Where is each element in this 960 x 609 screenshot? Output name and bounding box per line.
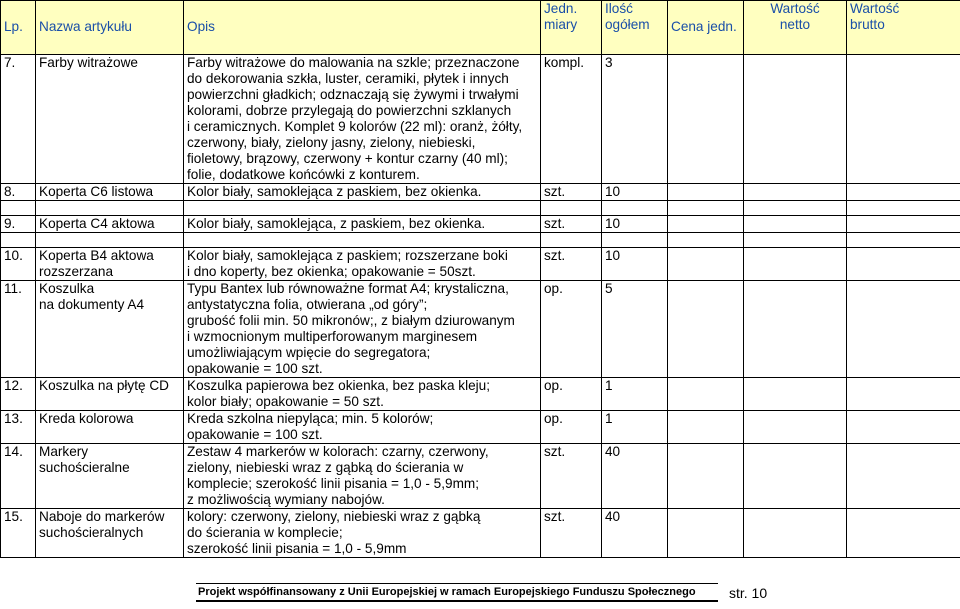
row-desc [184,248,541,281]
header-unit: Jedn. miary [541,1,602,55]
row-unit-price [668,281,744,378]
row-qty-value: 5 [605,281,613,296]
row-desc-line: komplecie; szerokość linii pisania = 1,0 - 5,9mm; [187,476,480,491]
row-qty-value: 1 [605,411,613,426]
row-desc-line: kolor biały; opakowanie = 50 szt. [187,394,384,409]
row-lp [1,509,36,558]
header-gross: Wartość brutto [847,1,960,55]
header-lp: Lp. [1,1,36,55]
spacer-cell [184,233,541,248]
row-name [36,509,184,558]
row-desc-line: kolory: czerwony, zielony, niebieski wraz z gąbką [187,509,481,524]
row-gross [847,444,960,509]
row-desc-line: fioletowy, brązowy, czerwony + kontur czarny (40 ml); [187,151,508,166]
row-qty [602,184,668,201]
row-qty-value: 10 [605,184,621,199]
row-net [744,444,847,509]
row-lp-value: 8. [4,184,16,199]
row-qty [602,509,668,558]
row-name [36,378,184,411]
row-desc-line: i wzmocnionym multiperforowanym marginesem [187,329,478,344]
spacer-cell [36,201,184,216]
row-lp [1,184,36,201]
row-desc [184,55,541,184]
row-name-line: Markery [39,444,89,459]
row-name-line: Naboje do markerów [39,509,165,524]
row-unit-value: op. [544,378,563,393]
row-desc-line: powierzchni gładkich; odznaczają się żywymi i trwałymi [187,87,519,102]
row-qty [602,378,668,411]
row-net [744,509,847,558]
row-desc-line: Kolor biały, samoklejąca z paskiem; rozszerzane boki [187,248,508,263]
header-unit-price: Cena jedn. [668,1,744,55]
row-desc-line: zielony, niebieski wraz z gąbką do ścierania w [187,460,464,475]
row-desc-line: folie, dodatkowe końcówki z konturem. [187,167,420,182]
spacer-cell [541,233,602,248]
row-unit-price [668,55,744,184]
row-desc-line: Typu Bantex lub równoważne format A4; krystaliczna, [187,281,509,296]
row-name-line: Koszulka [39,281,95,296]
row-desc [184,216,541,233]
spacer-row [1,233,960,248]
row-qty-value: 3 [605,55,613,70]
row-lp-value: 12. [4,378,23,393]
row-desc [184,509,541,558]
row-desc-line: grubość folii min. 50 mikronów;, z białym dziurowanym [187,313,515,328]
row-desc [184,411,541,444]
row-desc [184,281,541,378]
row-unit [541,248,602,281]
row-lp [1,411,36,444]
row-unit [541,411,602,444]
row-net [744,55,847,184]
row-qty [602,216,668,233]
header-net: Wartość netto [744,1,847,55]
row-unit-price [668,509,744,558]
row-qty-value: 40 [605,444,621,459]
row-unit-value: szt. [544,444,566,459]
row-lp-value: 13. [4,411,23,426]
row-lp [1,281,36,378]
row-desc-line: kolorami, dobrze przylegają do powierzchni szklanych [187,103,512,118]
row-desc-line: umożliwiającym wpięcie do segregatora; [187,345,431,360]
row-desc-line: opakowanie = 100 szt. [187,427,323,442]
row-name [36,411,184,444]
row-unit-price [668,444,744,509]
header-desc: Opis [184,1,541,55]
row-desc-line: do dekorowania szkła, luster, ceramiki, płytek i innych [187,71,509,86]
row-unit-value: kompl. [544,55,585,70]
row-gross [847,184,960,201]
row-net [744,411,847,444]
row-name [36,55,184,184]
spacer-cell [36,233,184,248]
table-row [1,55,960,184]
spacer-cell [668,201,744,216]
row-net [744,184,847,201]
row-name-line: Koszulka na płytę CD [39,378,169,393]
row-unit [541,378,602,411]
row-unit-price [668,248,744,281]
row-name-line: Koperta B4 aktowa [39,248,154,263]
row-desc-line: z możliwością wymiany nabojów. [187,492,385,507]
row-net [744,378,847,411]
row-unit-price [668,411,744,444]
row-desc [184,378,541,411]
row-desc-line: Farby witrażowe do malowania na szkle; przeznaczone [187,55,520,70]
row-qty-value: 10 [605,248,621,263]
row-name [36,444,184,509]
row-name-line: suchościeralne [39,460,130,475]
table-row [1,281,960,378]
table-header-row [1,1,960,55]
row-lp-value: 14. [4,444,23,459]
row-qty [602,55,668,184]
row-unit [541,184,602,201]
row-desc-line: szerokość linii pisania = 1,0 - 5,9mm [187,541,407,556]
row-qty-value: 10 [605,216,621,231]
spacer-cell [847,233,960,248]
spacer-cell [602,201,668,216]
row-lp-value: 11. [4,281,22,296]
row-name [36,216,184,233]
row-desc-line: antystatyczna folia, otwierana „od góry”; [187,297,428,312]
row-qty [602,248,668,281]
row-unit [541,509,602,558]
table-row [1,248,960,281]
row-desc [184,444,541,509]
row-unit [541,444,602,509]
row-unit [541,55,602,184]
row-unit [541,216,602,233]
row-qty [602,444,668,509]
table-row [1,411,960,444]
row-unit-value: op. [544,281,563,296]
row-desc-line: Zestaw 4 markerów w kolorach: czarny, czerwony, [187,444,489,459]
row-desc-line: Koszulka papierowa bez okienka, bez paska kleju; [187,378,491,393]
spacer-cell [541,201,602,216]
row-gross [847,378,960,411]
row-net [744,216,847,233]
row-gross [847,411,960,444]
row-name-line: Koperta C6 listowa [39,184,154,199]
row-unit-price [668,184,744,201]
spacer-cell [1,233,36,248]
header-name: Nazwa artykułu [36,1,184,55]
footer-rule [196,600,718,602]
row-desc-line: czerwony, biały, zielony jasny, zielony, niebieski, [187,135,476,150]
row-gross [847,509,960,558]
row-gross [847,216,960,233]
row-name-line: rozszerzana [39,264,114,279]
row-name-line: na dokumenty A4 [39,297,145,312]
row-lp [1,378,36,411]
spacer-cell [847,201,960,216]
row-lp [1,55,36,184]
row-desc [184,184,541,201]
row-lp [1,216,36,233]
row-net [744,281,847,378]
row-unit-value: szt. [544,248,566,263]
spacer-cell [184,201,541,216]
row-qty-value: 40 [605,509,621,524]
row-name-line: Koperta C4 aktowa [39,216,155,231]
table-row [1,216,960,233]
spacer-cell [744,233,847,248]
row-lp-value: 9. [4,216,16,231]
row-desc-line: Kolor biały, samoklejąca z paskiem, bez okienka. [187,184,482,199]
row-qty [602,411,668,444]
row-qty-value: 1 [605,378,613,393]
row-desc-line: do ścierania w komplecie; [187,525,343,540]
row-name [36,184,184,201]
row-unit-value: szt. [544,216,566,231]
row-unit-price [668,378,744,411]
table-row [1,509,960,558]
table-row [1,184,960,201]
spacer-cell [1,201,36,216]
row-unit-price [668,216,744,233]
header-qty: Ilość ogółem [602,1,668,55]
spacer-cell [744,201,847,216]
row-desc-line: Kolor biały, samoklejąca, z paskiem, bez okienka. [187,216,486,231]
row-net [744,248,847,281]
row-lp [1,444,36,509]
row-name [36,281,184,378]
page-number: str. 10 [729,585,768,601]
row-desc-line: i ceramicznych. Komplet 9 kolorów (22 ml): oranż, żółty, [187,119,523,134]
row-name [36,248,184,281]
row-unit-value: szt. [544,184,566,199]
row-desc-line: opakowanie = 100 szt. [187,361,323,376]
row-gross [847,248,960,281]
row-lp [1,248,36,281]
footer-top-line [196,583,718,584]
row-lp-value: 15. [4,509,23,524]
row-lp-value: 7. [4,55,16,70]
row-unit [541,281,602,378]
row-gross [847,281,960,378]
row-name-line: Kreda kolorowa [39,411,134,426]
table-row [1,378,960,411]
spacer-cell [602,233,668,248]
row-gross [847,55,960,184]
footer-project-text: Projekt współfinansowany z Unii Europejskiej w ramach Europejskiego Funduszu Społecznego [198,586,696,598]
row-unit-value: szt. [544,509,566,524]
row-lp-value: 10. [4,248,23,263]
spacer-cell [668,233,744,248]
row-desc-line: i dno koperty, bez okienka; opakowanie = 50szt. [187,264,476,279]
row-qty [602,281,668,378]
row-name-line: Farby witrażowe [39,55,138,70]
spacer-row [1,201,960,216]
table-row [1,444,960,509]
row-desc-line: Kreda szkolna niepyląca; min. 5 kolorów; [187,411,434,426]
row-unit-value: op. [544,411,563,426]
row-name-line: suchościeralnych [39,525,144,540]
